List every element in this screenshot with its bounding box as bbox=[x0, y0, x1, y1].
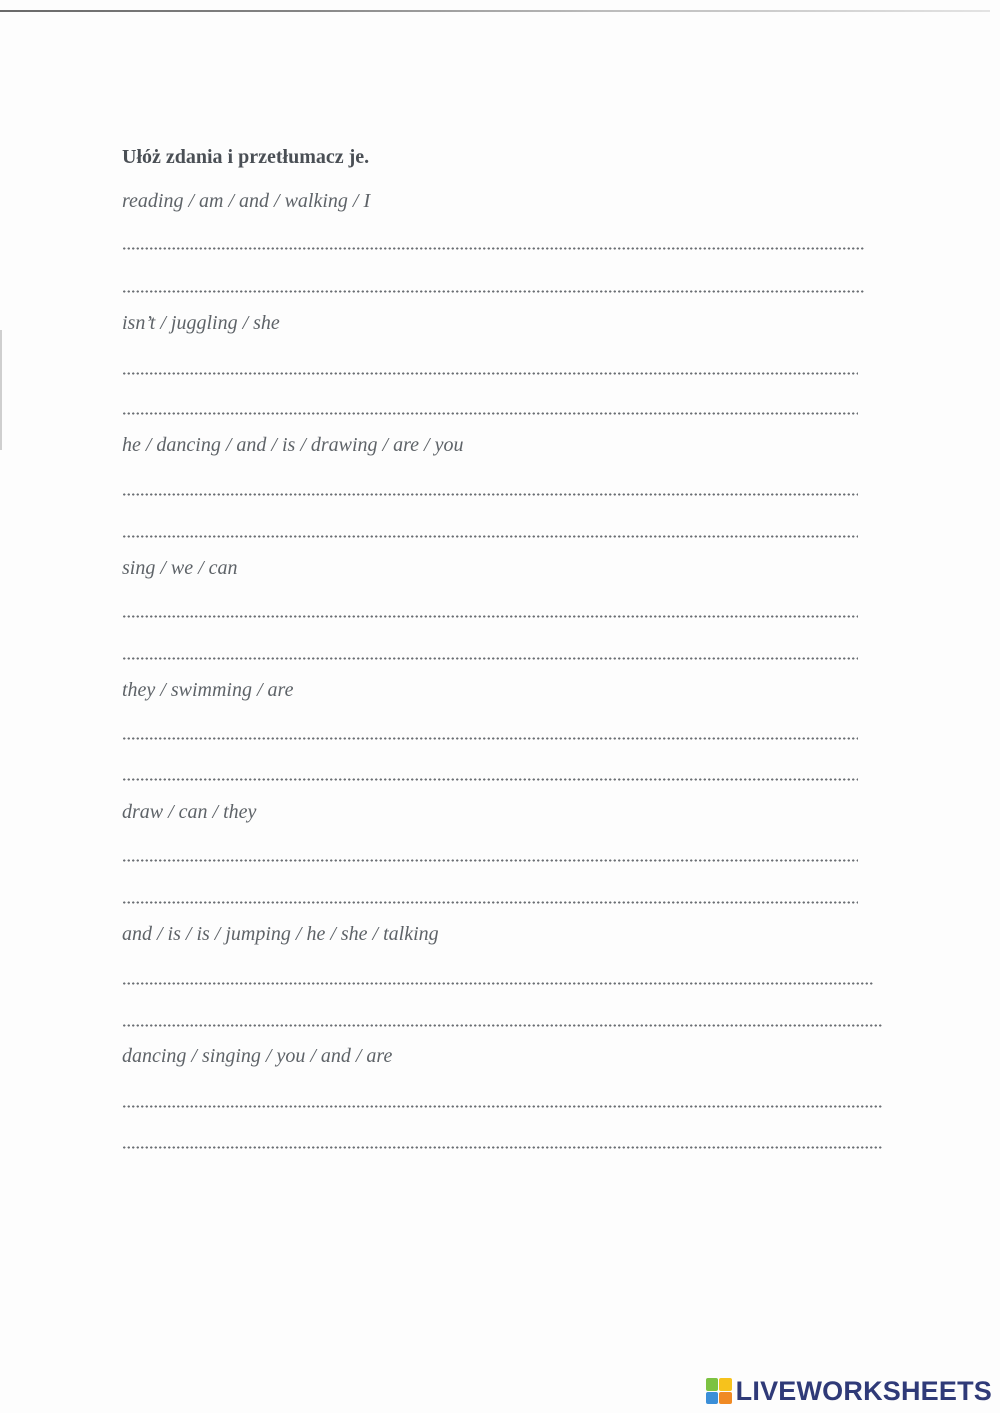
answer-line-3b[interactable] bbox=[122, 535, 858, 538]
liveworksheets-brand-text: LIVEWORKSHEETS bbox=[735, 1375, 992, 1406]
answer-line-2b[interactable] bbox=[122, 412, 858, 415]
answer-line-5a[interactable] bbox=[122, 737, 858, 740]
exercise-prompt-2: isn’t / juggling / she bbox=[122, 312, 280, 334]
exercise-prompt-3: he / dancing / and / is / drawing / are / you bbox=[122, 434, 464, 456]
answer-line-7a[interactable] bbox=[122, 982, 874, 985]
exercise-prompt-6: draw / can / they bbox=[122, 801, 257, 823]
answer-line-4a[interactable] bbox=[122, 615, 858, 618]
answer-line-8b[interactable] bbox=[122, 1146, 882, 1149]
answer-line-4b[interactable] bbox=[122, 657, 858, 660]
answer-line-5b[interactable] bbox=[122, 778, 858, 781]
liveworksheets-logo-icon bbox=[706, 1378, 732, 1404]
liveworksheets-logo bbox=[706, 1373, 992, 1409]
answer-line-6a[interactable] bbox=[122, 859, 858, 862]
exercise-prompt-1: reading / am / and / walking / I bbox=[122, 190, 371, 212]
answer-line-8a[interactable] bbox=[122, 1105, 882, 1108]
answer-line-7b[interactable] bbox=[122, 1024, 882, 1027]
exercise-prompt-7: and / is / is / jumping / he / she / talking bbox=[122, 923, 439, 945]
answer-line-1b[interactable] bbox=[122, 290, 864, 293]
exercise-prompt-5: they / swimming / are bbox=[122, 679, 294, 701]
scan-left-edge bbox=[0, 330, 2, 450]
answer-line-2a[interactable] bbox=[122, 372, 858, 375]
answer-line-1a[interactable] bbox=[122, 247, 864, 250]
exercise-prompt-8: dancing / singing / you / and / are bbox=[122, 1045, 393, 1067]
exercise-prompt-4: sing / we / can bbox=[122, 557, 238, 579]
answer-line-3a[interactable] bbox=[122, 493, 858, 496]
worksheet-title: Ułóż zdania i przetłumacz je. bbox=[122, 146, 370, 168]
scan-top-edge bbox=[0, 10, 990, 12]
answer-line-6b[interactable] bbox=[122, 901, 858, 904]
